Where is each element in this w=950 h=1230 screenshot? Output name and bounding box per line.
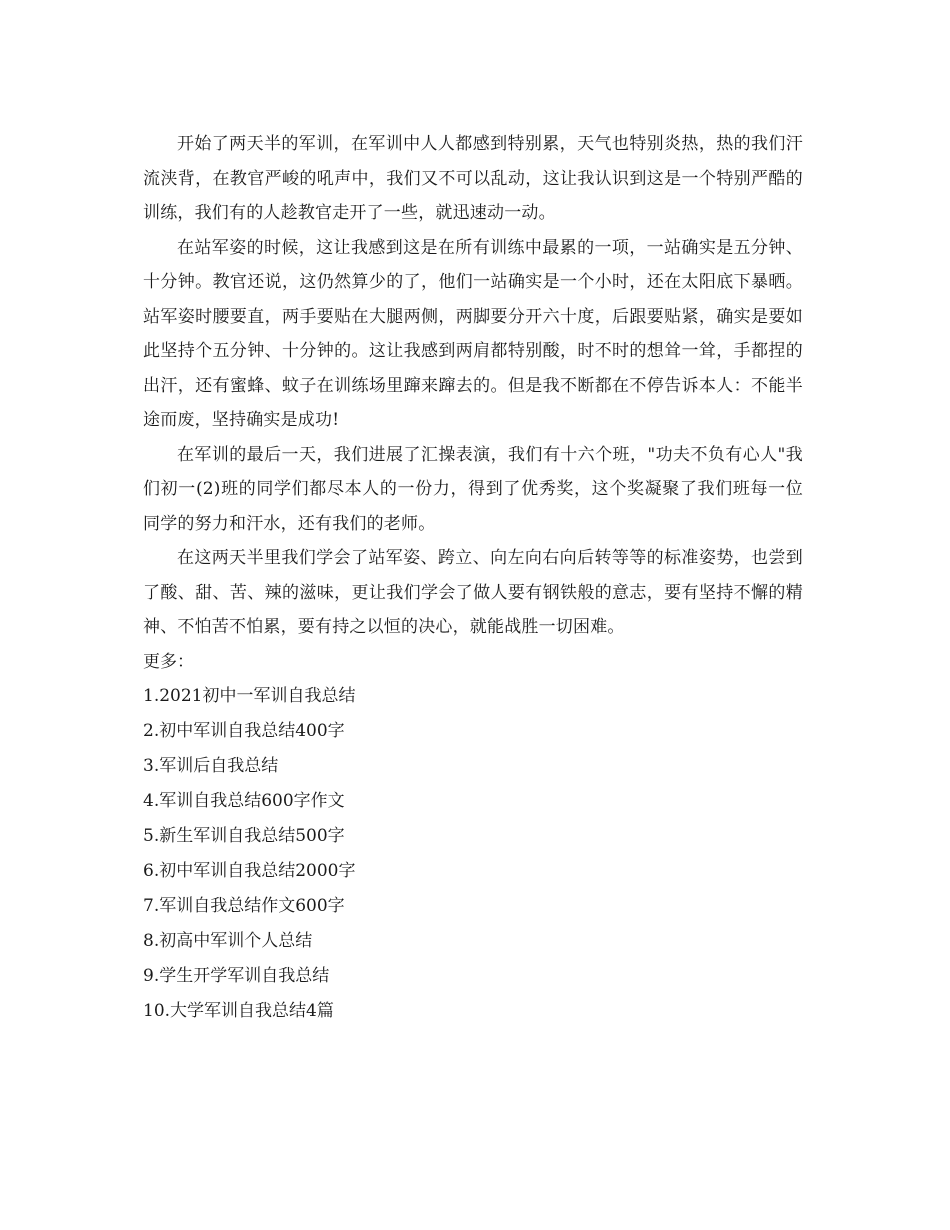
related-list (143, 679, 803, 1029)
related-item-6: 6.初中军训自我总结2000字 (143, 861, 356, 881)
related-item-2: 2.初中军训自我总结400字 (143, 721, 345, 741)
related-item-5: 5.新生军训自我总结500字 (143, 826, 345, 846)
paragraph-2: 在站军姿的时候，这让我感到这是在所有训练中最累的一项，一站确实是五分钟、十分钟。教官还说，这仍然算少的了，他们一站确实是一个小时，还在太阳底下暴晒。站军姿时腰要直，两手要贴在大腿两侧，两脚要分开六十度，后跟要贴紧，确实是要如此坚持个五分钟、十分钟的。这让我感到两肩都特别酸，时不时的想耸一耸，手都捏的出汗，还有蜜蜂、蚊子在训练场里蹿来蹿去的。但是我不断都在不停告诉本人：不能半途而废，坚持确实是成功! (143, 237, 803, 430)
related-item-7: 7.军训自我总结作文600字 (143, 896, 345, 916)
paragraph-3: 在军训的最后一天，我们进展了汇操表演，我们有十六个班，"功夫不负有心人"我们初一(2)班的同学们都尽本人的一份力，得到了优秀奖，这个奖凝聚了我们班每一位同学的努力和汗水，还有我们的老师。 (143, 444, 803, 534)
related-item-4: 4.军训自我总结600字作文 (143, 791, 345, 811)
paragraph-4: 在这两天半里我们学会了站军姿、跨立、向左向右向后转等等的标准姿势，也尝到了酸、甜、苦、辣的滋味，更让我们学会了做人要有钢铁般的意志，要有坚持不懈的精神、不怕苦不怕累，要有持之以恒的决心，就能战胜一切困难。 (143, 548, 803, 637)
related-item-8: 8.初高中军训个人总结 (143, 931, 313, 951)
related-item-1: 1.2021初中一军训自我总结 (143, 686, 356, 706)
more-label: 更多： (143, 651, 194, 672)
related-item-3: 3.军训后自我总结 (143, 756, 279, 776)
paragraph-1: 开始了两天半的军训，在军训中人人都感到特别累，天气也特别炎热，热的我们汗流浃背，在教官严峻的吼声中，我们又不可以乱动，这让我认识到这是一个特别严酷的训练，我们有的人趁教官走开了一些，就迅速动一动。 (143, 134, 803, 223)
document-page (143, 127, 803, 1029)
related-item-9: 9.学生开学军训自我总结 (143, 966, 330, 986)
related-item-10: 10.大学军训自我总结4篇 (143, 1001, 334, 1021)
